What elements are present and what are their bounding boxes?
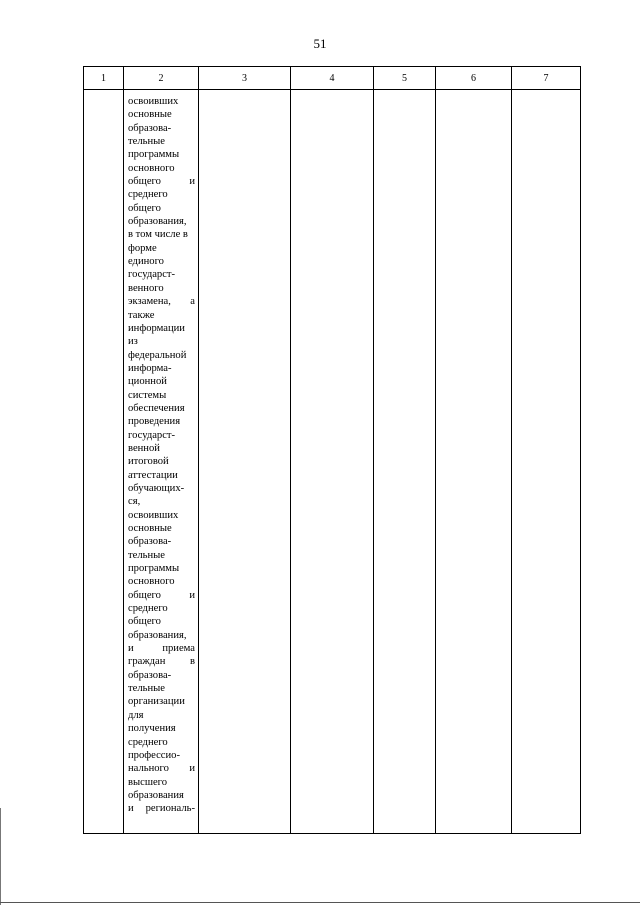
text-line: общего <box>128 202 161 214</box>
text-line: экзамена, а <box>128 296 195 308</box>
text-line: и приема <box>128 643 195 655</box>
text-line: образова- <box>128 669 172 681</box>
text-line: аттестации <box>128 469 178 481</box>
cell-col-7 <box>512 90 581 834</box>
text-line: и региональ- <box>128 803 195 815</box>
table-row <box>84 90 581 834</box>
text-line: обеспечения <box>128 402 185 414</box>
scan-left-edge <box>0 808 1 905</box>
column-header-2: 2 <box>124 67 199 90</box>
document-table <box>83 66 581 834</box>
text-line: среднего <box>128 189 168 201</box>
text-line: венного <box>128 282 164 294</box>
cell-col-5 <box>374 90 436 834</box>
text-line: обучающих- <box>128 482 185 494</box>
text-line: образования <box>128 789 184 801</box>
text-line: образования, <box>128 216 187 228</box>
column-header-7: 7 <box>512 67 581 90</box>
cell-col-1 <box>84 90 124 834</box>
text-line: профессио- <box>128 749 180 761</box>
text-line: тельные <box>128 136 165 148</box>
scan-bottom-edge <box>0 902 640 903</box>
text-line: проведения <box>128 416 181 428</box>
text-line: программы <box>128 563 180 575</box>
text-line: единого <box>128 256 164 268</box>
text-line: системы <box>128 389 167 401</box>
column-2-text <box>124 90 198 816</box>
text-line: тельные <box>128 683 165 695</box>
text-line: для <box>128 709 144 721</box>
text-line: нального и <box>128 763 195 775</box>
text-line: общего и <box>128 176 195 188</box>
cell-col-3 <box>199 90 291 834</box>
text-line: освоивших <box>128 96 179 107</box>
text-line: государст- <box>128 429 176 441</box>
text-line: программы <box>128 149 180 161</box>
text-line: также <box>128 309 155 321</box>
column-header-1: 1 <box>84 67 124 90</box>
text-line: образования, <box>128 629 187 641</box>
text-line: итоговой <box>128 456 169 468</box>
text-line: информации <box>128 322 185 334</box>
text-line: среднего <box>128 603 168 615</box>
cell-col-2 <box>124 90 199 834</box>
text-line: освоивших <box>128 509 179 521</box>
text-line: общего <box>128 616 161 628</box>
text-line: государст- <box>128 269 176 281</box>
column-header-6: 6 <box>436 67 512 90</box>
text-line: образова- <box>128 122 172 134</box>
cell-col-6 <box>436 90 512 834</box>
text-line: основного <box>128 162 175 174</box>
text-line: тельные <box>128 549 165 561</box>
cell-col-4 <box>291 90 374 834</box>
column-header-3: 3 <box>199 67 291 90</box>
column-header-5: 5 <box>374 67 436 90</box>
table-header-row <box>84 67 581 90</box>
text-line: из <box>128 336 138 348</box>
text-line: общего и <box>128 589 195 601</box>
column-header-4: 4 <box>291 67 374 90</box>
text-line: ционной <box>128 376 167 388</box>
text-line: высшего <box>128 776 168 788</box>
text-line: среднего <box>128 736 168 748</box>
text-line: граждан в <box>128 656 195 668</box>
text-line: в том числе в <box>128 229 188 241</box>
text-line: образова- <box>128 536 172 548</box>
text-line: организации <box>128 696 185 708</box>
text-line: ся, <box>128 496 141 508</box>
text-line: информа- <box>128 362 172 374</box>
page-number: 51 <box>313 36 327 51</box>
text-line: форме <box>128 242 157 254</box>
text-line: основные <box>128 523 172 534</box>
text-line: федеральной <box>128 349 187 361</box>
text-line: основные <box>128 109 172 121</box>
text-line: получения <box>128 723 176 735</box>
text-line: венной <box>128 442 160 454</box>
text-line: основного <box>128 576 175 588</box>
